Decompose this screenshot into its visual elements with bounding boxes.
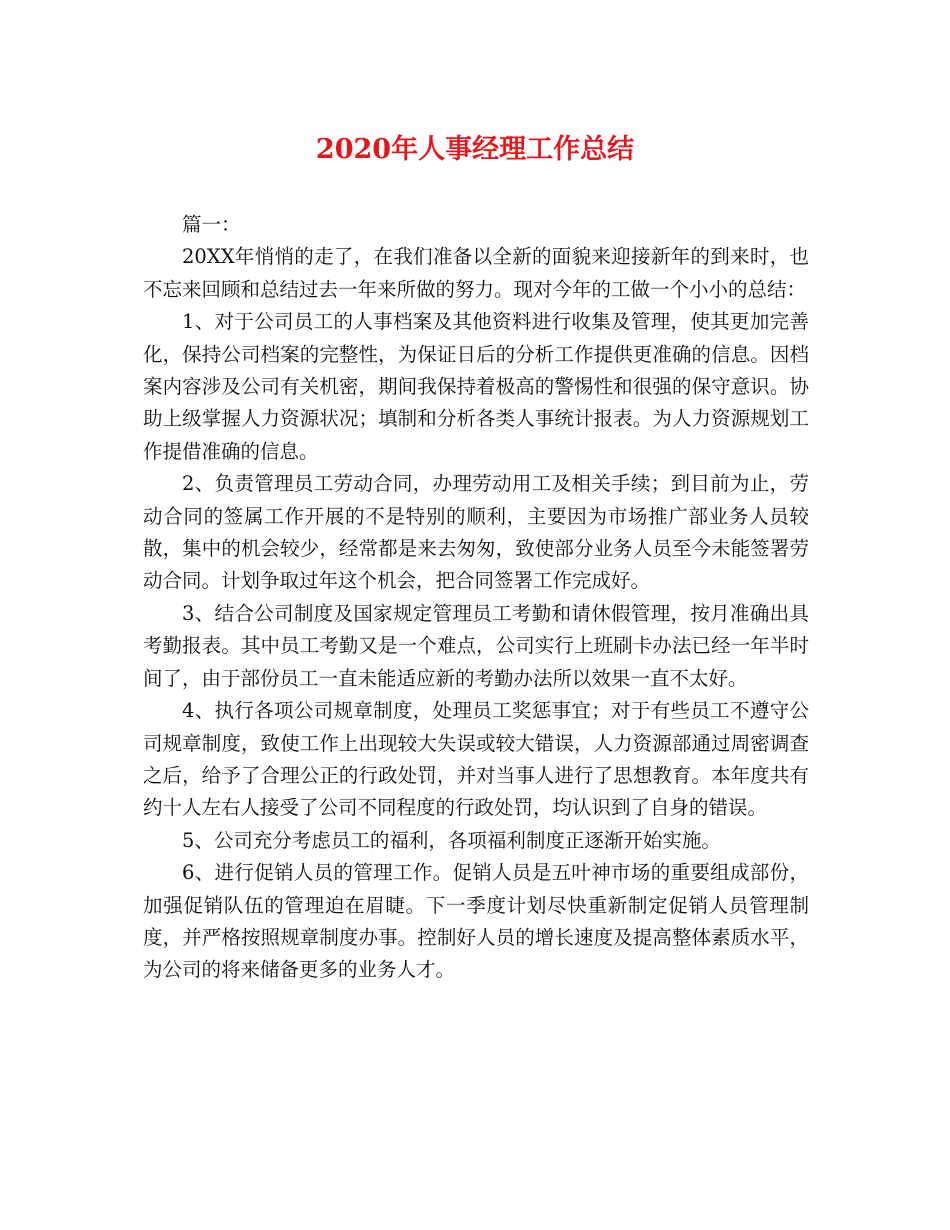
document-body bbox=[143, 209, 809, 987]
paragraph-item-5: 5、公司充分考虑员工的福利，各项福利制度正逐渐开始实施。 bbox=[182, 828, 721, 852]
document-title: 2020年人事经理工作总结 bbox=[315, 134, 635, 165]
paragraph-item-3: 3、结合公司制度及国家规定管理员工考勤和请休假管理，按月准确出具考勤报表。其中员工考勤又是一个难点，公司实行上班刷卡办法已经一年半时间了，由于部份员工一直未能适应新的考勤办法所以效果一直不太好。 bbox=[143, 601, 809, 690]
section-heading: 篇一： bbox=[182, 213, 241, 236]
intro-paragraph: 20XX年悄悄的走了，在我们准备以全新的面貌来迎接新年的到来时，也不忘来回顾和总结过去一年来所做的努力。现对今年的工做一个小小的总结： bbox=[143, 245, 809, 301]
paragraph-item-2: 2、负责管理员工劳动合同，办理劳动用工及相关手续；到目前为止，劳动合同的签属工作开展的不是特别的顺利，主要因为市场推广部业务人员较散，集中的机会较少，经常都是来去匆匆，致使部分业务人员至今未能签署劳动合同。计划争取过年这个机会，把合同签署工作完成好。 bbox=[143, 472, 809, 593]
paragraph-item-4: 4、执行各项公司规章制度，处理员工奖惩事宜；对于有些员工不遵守公司规章制度，致使工作上出现较大失误或较大错误，人力资源部通过周密调查之后，给予了合理公正的行政处罚，并对当事人进行了思想教育。本年度共有约十人左右人接受了公司不同程度的行政处罚，均认识到了自身的错误。 bbox=[143, 699, 809, 820]
paragraph-item-6: 6、进行促销人员的管理工作。促销人员是五叶神市场的重要组成部份，加强促销队伍的管理迫在眉睫。下一季度计划尽快重新制定促销人员管理制度，并严格按照规章制度办事。控制好人员的增长速度及提高整体素质水平，为公司的将来储备更多的业务人才。 bbox=[143, 861, 809, 982]
paragraph-item-1: 1、对于公司员工的人事档案及其他资料进行收集及管理，使其更加完善化，保持公司档案的完整性，为保证日后的分析工作提供更准确的信息。因档案内容涉及公司有关机密，期间我保持着极高的警惕性和很强的保守意识。协助上级掌握人力资源状况；填制和分析各类人事统计报表。为人力资源规划工作提借准确的信息。 bbox=[143, 310, 809, 463]
